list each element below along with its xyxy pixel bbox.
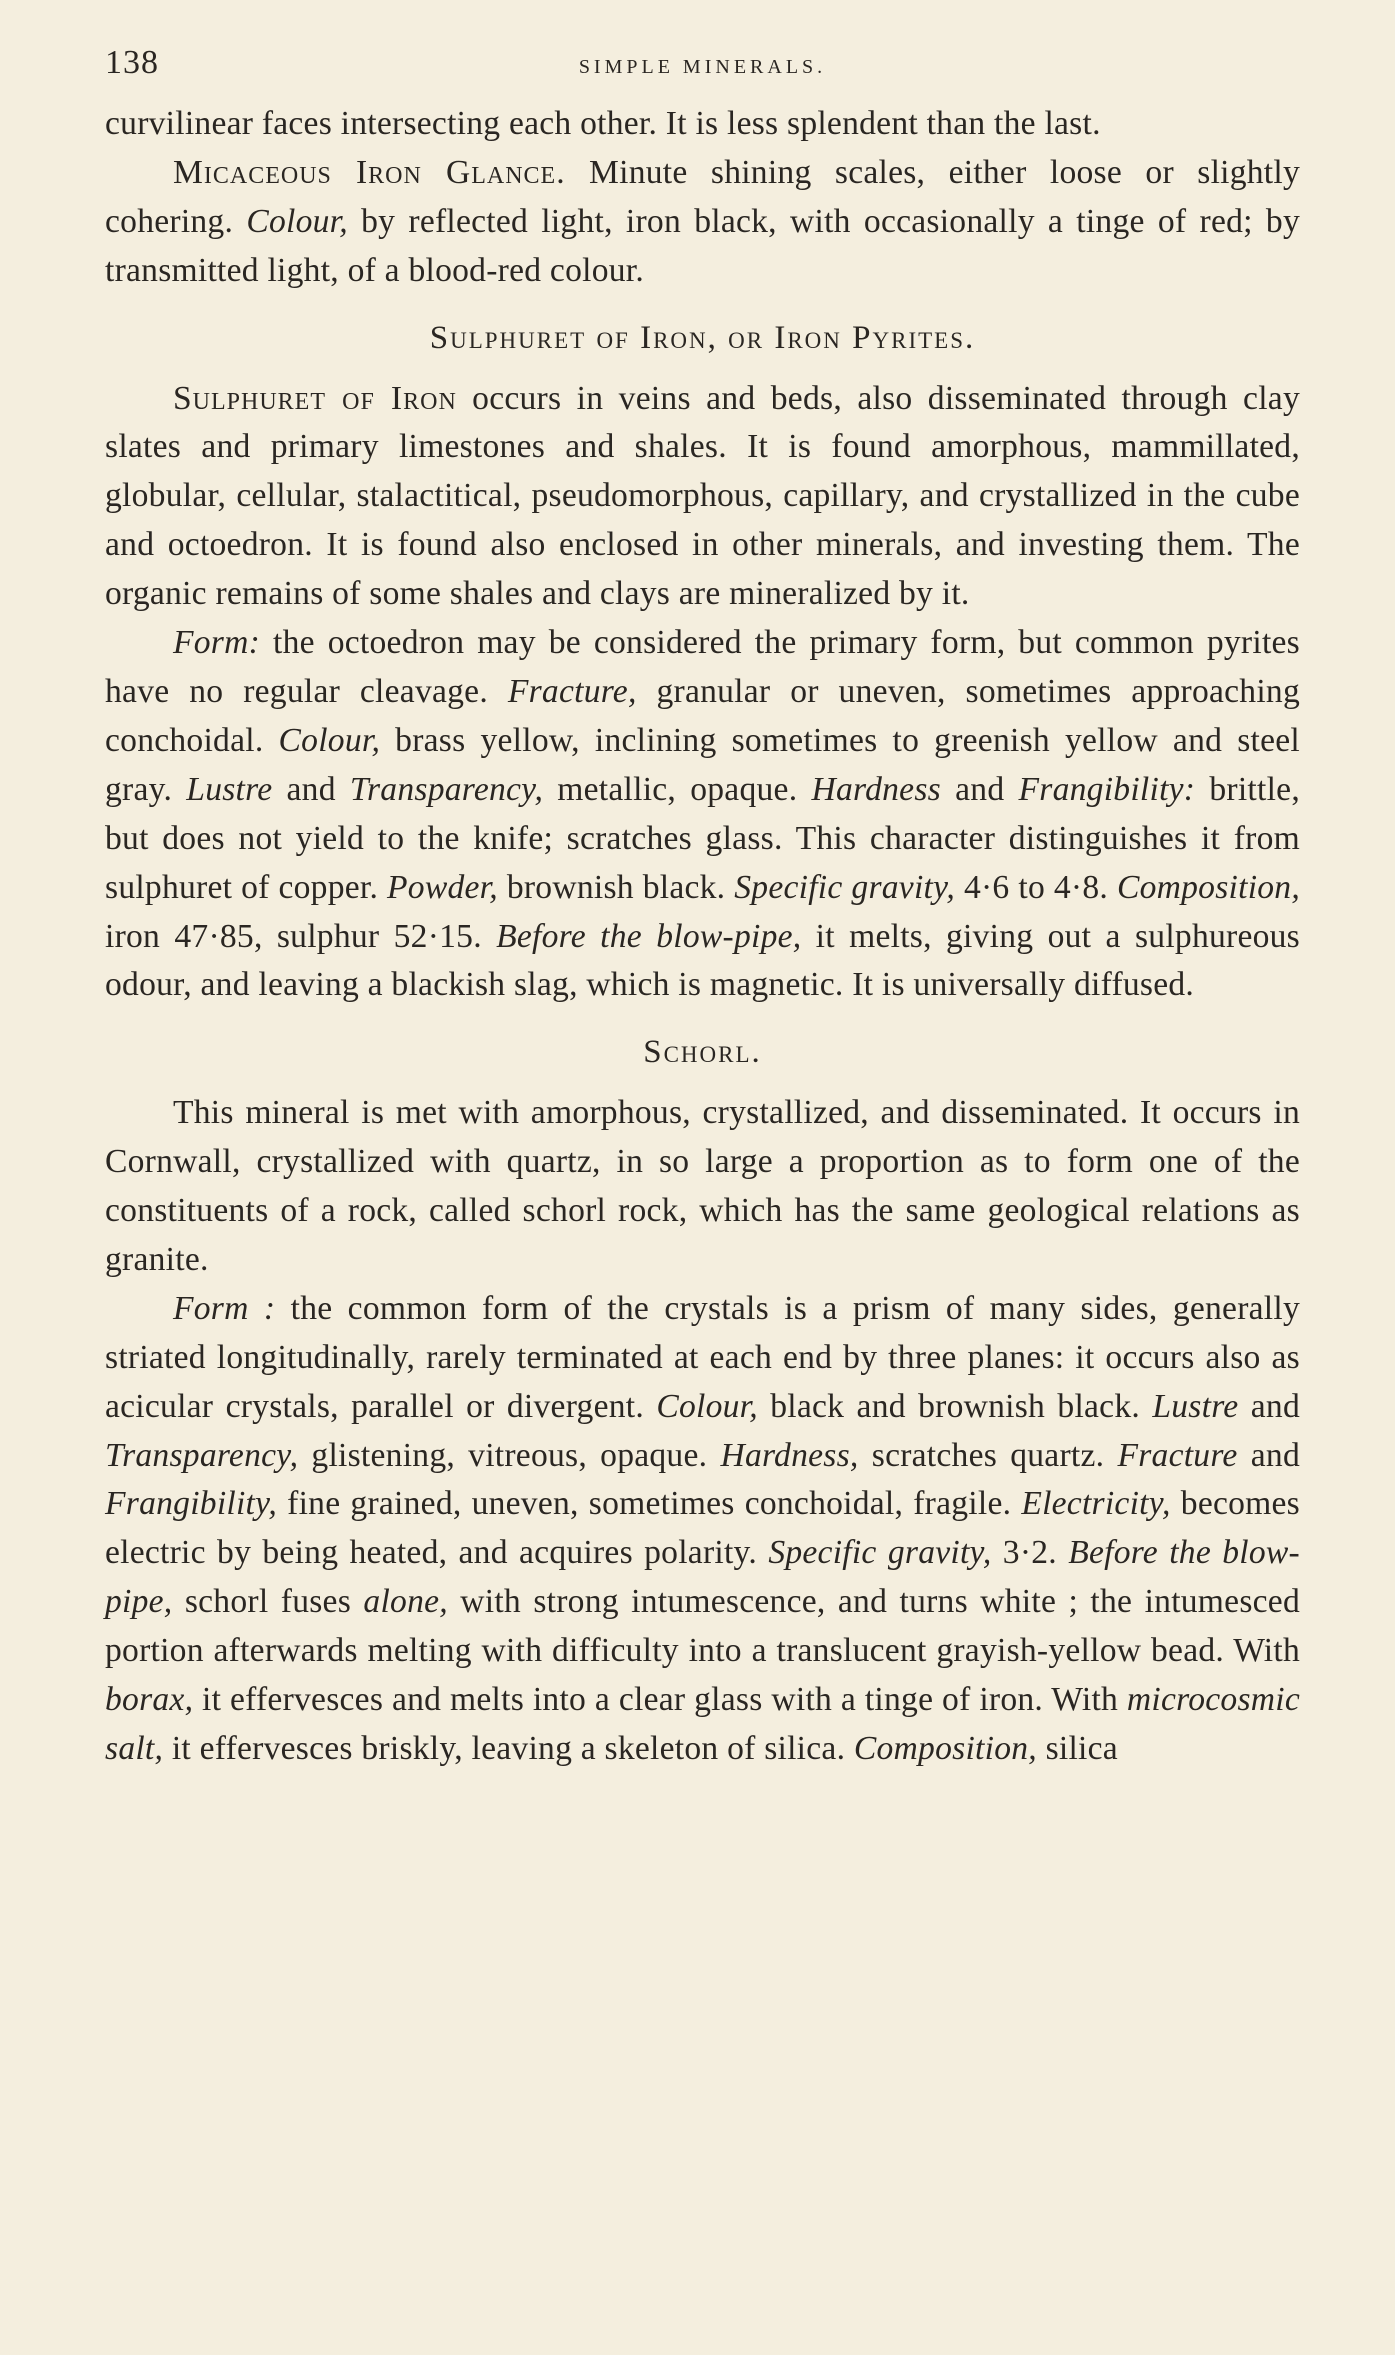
schorl-lustre-label: Lustre <box>1152 1387 1239 1425</box>
pyrites-colour-label: Colour, <box>278 721 381 759</box>
schorl-borax: borax, <box>105 1681 194 1719</box>
running-title: SIMPLE MINERALS. <box>578 56 827 78</box>
schorl-frangibility-label: Frangibility, <box>105 1485 278 1523</box>
pyrites-form-text: the octoedron may be considered the primary form, but common pyrites have no regular cleavage. <box>105 624 1300 710</box>
schorl-hardness-text: scratches quartz. <box>858 1436 1118 1474</box>
schorl-heading: Schorl. <box>643 1034 762 1071</box>
schorl-blowpipe-label: Before the blow-pipe, <box>105 1534 1300 1621</box>
micaceous-colour-label: Colour, <box>246 202 348 240</box>
pyrites-and-2: and <box>940 770 1019 808</box>
pyrites-composition-label: Composition, <box>1116 868 1300 906</box>
schorl-borax-text: it effervesces and melts into a clear glass with a tinge of iron. With <box>193 1681 1127 1719</box>
schorl-blowpipe-text-1: schorl fuses <box>172 1583 364 1621</box>
pyrites-hardness-label: Hardness <box>811 770 941 808</box>
pyrites-gravity-label: Specific gravity, <box>734 868 956 906</box>
pyrites-transparency-label: Transparency, <box>349 770 544 808</box>
schorl-transparency-label: Transparency, <box>105 1436 299 1474</box>
pyrites-frangibility-label: Frangibility: <box>1018 770 1196 808</box>
pyrites-heading: Sulphuret of Iron, or Iron Pyrites. <box>429 319 976 356</box>
schorl-fracture-label: Fracture <box>1117 1436 1238 1474</box>
pyrites-colour-text: brass yellow, inclining sometimes to greenish yellow and steel gray. <box>105 721 1300 808</box>
pyrites-blowpipe-label: Before the blow-pipe, <box>496 917 802 955</box>
micaceous-term: Micaceous Iron Glance. <box>173 153 566 191</box>
schorl-electricity-label: Electricity, <box>1021 1485 1171 1523</box>
pyrites-and-1: and <box>272 770 350 808</box>
schorl-blowpipe-text-2: with strong intumescence, and turns white ; the intumesced portion afterwards melting with difficulty into a translucent grayish-yellow bead. With <box>105 1583 1300 1670</box>
pyrites-lustre-label: Lustre <box>186 770 273 808</box>
schorl-and-1: and <box>1238 1387 1300 1425</box>
page-body <box>105 100 1300 1774</box>
schorl-composition-text: silica <box>1036 1730 1118 1767</box>
pyrites-fracture-text: granular or uneven, sometimes approaching conchoidal. <box>105 672 1300 759</box>
schorl-colour-label: Colour, <box>656 1387 758 1425</box>
pyrites-powder-text: brownish black. <box>497 868 735 906</box>
pyrites-composition-text: iron 47·85, sulphur 52·15. <box>105 917 497 955</box>
schorl-salt: microcosmic salt, <box>105 1681 1300 1767</box>
intro-paragraph <box>105 100 1300 149</box>
intro-text: curvilinear faces intersecting each other. It is less splendent than the last. <box>105 105 1101 142</box>
schorl-gravity-label: Specific gravity, <box>768 1534 992 1572</box>
schorl-paragraph-1 <box>105 1089 1300 1285</box>
micaceous-paragraph <box>105 149 1300 296</box>
pyrites-form-label: Form: <box>173 624 261 662</box>
pyrites-blowpipe-text: it melts, giving out a sulphureous odour, and leaving a blackish slag, which is magnetic. It is universally diffused. <box>105 917 1300 1004</box>
schorl-colour-text: black and brownish black. <box>757 1387 1153 1425</box>
schorl-form-label: Form : <box>173 1289 276 1327</box>
schorl-hardness-label: Hardness, <box>720 1436 859 1474</box>
schorl-electricity-text: becomes electric by being heated, and acquires polarity. <box>105 1485 1300 1572</box>
pyrites-frangibility-text: brittle, but does not yield to the knife; scratches glass. This character distinguishes it from sulphuret of copper. <box>105 770 1300 906</box>
pyrites-p1-text: occurs in veins and beds, also disseminated through clay slates and primary limestones and shales. It is found amorphous, mammillated, globular, cellular, stalactitical, pseudomorphous, capillary, and crystallized in the cube and octoedron. It is found also enclosed in other minerals, and investing them. The organic remains of some shales and clays are mineralized by it. <box>105 379 1300 613</box>
schorl-paragraph-2 <box>105 1285 1300 1774</box>
schorl-and-2: and <box>1237 1436 1300 1474</box>
schorl-p1-text: This mineral is met with amorphous, crystallized, and disseminated. It occurs in Cornwall, crystallized with quartz, in so large a proportion as to form one of the constituents of a rock, called schorl rock, which has the same geological relations as granite. <box>105 1094 1300 1278</box>
pyrites-transparency-text: metallic, opaque. <box>543 770 812 808</box>
schorl-transparency-text: glistening, vitreous, opaque. <box>298 1436 721 1474</box>
schorl-gravity-text: 3·2. <box>991 1534 1069 1572</box>
schorl-form-text: the common form of the crystals is a prism of many sides, generally striated longitudinally, rarely terminated at each end by three planes: it occurs also as acicular crystals, parallel or divergent. <box>105 1289 1300 1425</box>
page-number: 138 <box>105 44 159 81</box>
schorl-salt-text: it effervesces briskly, leaving a skeleton of silica. <box>163 1730 854 1767</box>
micaceous-colour-text: by reflected light, iron black, with occasionally a tinge of red; by transmitted light, of a blood-red colour. <box>105 202 1301 289</box>
pyrites-gravity-text: 4·6 to 4·8. <box>955 868 1117 906</box>
pyrites-fracture-label: Fracture, <box>507 672 637 710</box>
schorl-alone: alone, <box>363 1583 448 1621</box>
schorl-frangibility-text: fine grained, uneven, sometimes conchoidal, fragile. <box>277 1485 1022 1523</box>
page-header <box>105 44 1300 100</box>
pyrites-paragraph-2 <box>105 619 1300 1010</box>
pyrites-powder-label: Powder, <box>387 868 498 906</box>
schorl-composition-label: Composition, <box>853 1730 1037 1767</box>
micaceous-desc: Minute shining scales, either loose or slightly cohering. <box>105 153 1300 240</box>
pyrites-term: Sulphuret of Iron <box>173 379 457 417</box>
pyrites-paragraph-1 <box>105 375 1300 620</box>
